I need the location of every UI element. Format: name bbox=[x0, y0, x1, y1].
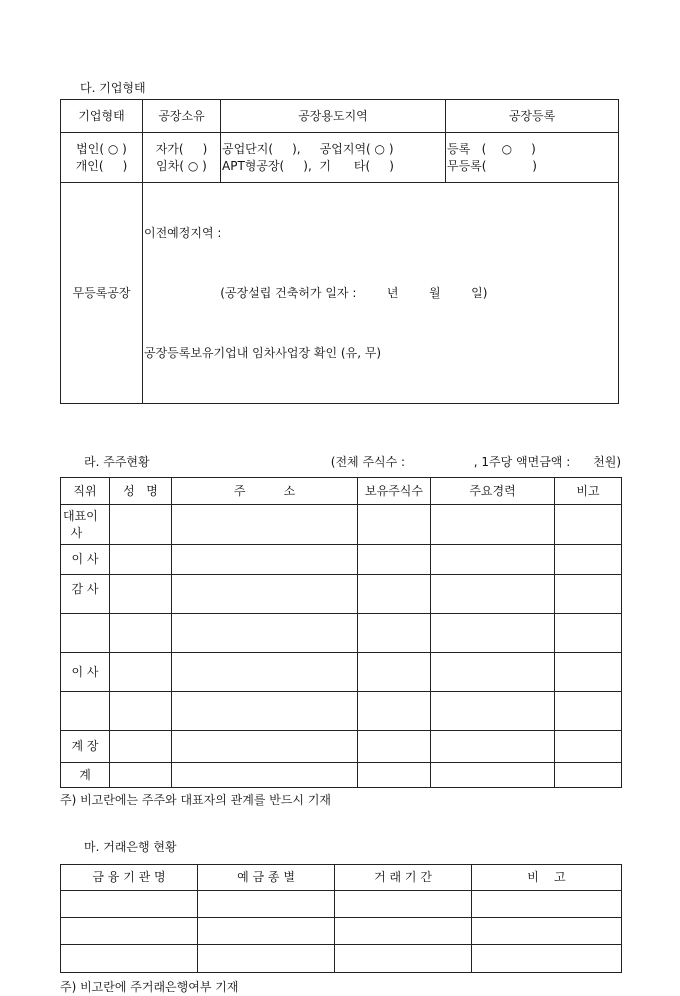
zoning-line-1: 공업단지( ), 공업지역( ○ ) bbox=[222, 141, 394, 156]
header-company-type: 기업형태 bbox=[61, 100, 143, 133]
shares-summary: (전체 주식수 : , 1주당 액면금액 : 천원) bbox=[330, 455, 621, 469]
lease-confirmation-line: 공장등록보유기업내 임차사업장 확인 (유, 무) bbox=[144, 346, 382, 360]
remarks-cell[interactable] bbox=[555, 763, 622, 788]
shares-cell[interactable] bbox=[358, 763, 431, 788]
section-ra-title: 라. 주주현황 bbox=[84, 455, 150, 469]
registration-registered: 등록 ( ○ ) bbox=[447, 141, 536, 156]
address-cell[interactable] bbox=[172, 614, 358, 653]
career-cell[interactable] bbox=[431, 692, 555, 731]
address-cell[interactable] bbox=[172, 653, 358, 692]
factory-ownership-cell bbox=[143, 133, 221, 183]
position-cell bbox=[61, 614, 110, 653]
name-cell[interactable] bbox=[110, 692, 172, 731]
shareholders-table bbox=[60, 477, 622, 788]
deposit-type-cell[interactable] bbox=[198, 918, 335, 945]
company-type-table bbox=[60, 99, 619, 404]
institution-cell[interactable] bbox=[61, 891, 198, 918]
section-ma-title: 마. 거래은행 현황 bbox=[84, 840, 177, 854]
position-cell: 대표이 사 bbox=[61, 505, 110, 545]
name-cell[interactable] bbox=[110, 763, 172, 788]
section-ra-heading bbox=[60, 454, 621, 471]
remarks-cell[interactable] bbox=[555, 731, 622, 763]
zoning-line-2: APT형공장( ), 기 타( ) bbox=[222, 158, 394, 173]
name-cell[interactable] bbox=[110, 575, 172, 614]
institution-cell[interactable] bbox=[61, 918, 198, 945]
company-type-corporate: 법인( ○ ) bbox=[76, 141, 127, 156]
total-label: 계 bbox=[61, 763, 110, 788]
address-cell[interactable] bbox=[172, 763, 358, 788]
period-cell[interactable] bbox=[335, 945, 472, 973]
header-factory-ownership: 공장소유 bbox=[143, 100, 221, 133]
permit-date-line: (공장설립 건축허가 일자 : 년 월 일) bbox=[144, 286, 488, 300]
address-cell[interactable] bbox=[172, 545, 358, 575]
section-da-title: 다. 기업형태 bbox=[80, 81, 146, 95]
period-cell[interactable] bbox=[335, 891, 472, 918]
header-name: 성 명 bbox=[110, 478, 172, 505]
career-cell[interactable] bbox=[431, 614, 555, 653]
institution-cell[interactable] bbox=[61, 945, 198, 973]
bank-table bbox=[60, 864, 622, 973]
name-cell[interactable] bbox=[110, 505, 172, 545]
shares-cell[interactable] bbox=[358, 545, 431, 575]
header-shares: 보유주식수 bbox=[358, 478, 431, 505]
company-type-individual: 개인( ) bbox=[75, 158, 128, 173]
deposit-type-cell[interactable] bbox=[198, 945, 335, 973]
bank-note: 주) 비고란에 주거래은행여부 기재 bbox=[60, 980, 239, 994]
header-remarks: 비 고 bbox=[472, 865, 622, 891]
remarks-cell[interactable] bbox=[472, 918, 622, 945]
shareholders-note: 주) 비고란에는 주주와 대표자의 관계를 반드시 기재 bbox=[60, 793, 332, 807]
name-cell[interactable] bbox=[110, 653, 172, 692]
career-cell[interactable] bbox=[431, 653, 555, 692]
header-remarks: 비고 bbox=[555, 478, 622, 505]
period-cell[interactable] bbox=[335, 918, 472, 945]
career-cell[interactable] bbox=[431, 505, 555, 545]
header-position: 직위 bbox=[61, 478, 110, 505]
ownership-leased: 임차( ○ ) bbox=[156, 158, 207, 173]
remarks-cell[interactable] bbox=[555, 505, 622, 545]
position-cell bbox=[61, 692, 110, 731]
header-period: 거 래 기 간 bbox=[335, 865, 472, 891]
relocation-area-line: 이전예정지역 : bbox=[144, 226, 222, 240]
remarks-cell[interactable] bbox=[555, 545, 622, 575]
career-cell[interactable] bbox=[431, 575, 555, 614]
shares-cell[interactable] bbox=[358, 614, 431, 653]
shares-cell[interactable] bbox=[358, 692, 431, 731]
header-institution: 금 융 기 관 명 bbox=[61, 865, 198, 891]
header-address: 주 소 bbox=[172, 478, 358, 505]
position-cell: 계 장 bbox=[61, 731, 110, 763]
header-career: 주요경력 bbox=[431, 478, 555, 505]
remarks-cell[interactable] bbox=[555, 692, 622, 731]
ownership-owned: 자가( ) bbox=[155, 141, 208, 156]
company-type-cell bbox=[61, 133, 143, 183]
shares-cell[interactable] bbox=[358, 575, 431, 614]
position-cell: 이 사 bbox=[61, 545, 110, 575]
career-cell[interactable] bbox=[431, 763, 555, 788]
name-cell[interactable] bbox=[110, 614, 172, 653]
name-cell[interactable] bbox=[110, 731, 172, 763]
shares-cell[interactable] bbox=[358, 653, 431, 692]
shares-cell[interactable] bbox=[358, 731, 431, 763]
address-cell[interactable] bbox=[172, 692, 358, 731]
remarks-cell[interactable] bbox=[472, 945, 622, 973]
unregistered-factory-details bbox=[143, 183, 619, 404]
zoning-cell bbox=[221, 133, 446, 183]
position-cell: 감 사 bbox=[61, 575, 110, 614]
unregistered-factory-label: 무등록공장 bbox=[61, 183, 143, 404]
address-cell[interactable] bbox=[172, 505, 358, 545]
remarks-cell[interactable] bbox=[555, 653, 622, 692]
career-cell[interactable] bbox=[431, 731, 555, 763]
position-cell: 이 사 bbox=[61, 653, 110, 692]
registration-cell bbox=[446, 133, 619, 183]
address-cell[interactable] bbox=[172, 731, 358, 763]
career-cell[interactable] bbox=[431, 545, 555, 575]
remarks-cell[interactable] bbox=[555, 614, 622, 653]
registration-unregistered: 무등록( ) bbox=[447, 158, 537, 173]
address-cell[interactable] bbox=[172, 575, 358, 614]
header-registration: 공장등록 bbox=[446, 100, 619, 133]
header-deposit-type: 예 금 종 별 bbox=[198, 865, 335, 891]
shares-cell[interactable] bbox=[358, 505, 431, 545]
deposit-type-cell[interactable] bbox=[198, 891, 335, 918]
header-zoning: 공장용도지역 bbox=[221, 100, 446, 133]
remarks-cell[interactable] bbox=[472, 891, 622, 918]
remarks-cell[interactable] bbox=[555, 575, 622, 614]
name-cell[interactable] bbox=[110, 545, 172, 575]
